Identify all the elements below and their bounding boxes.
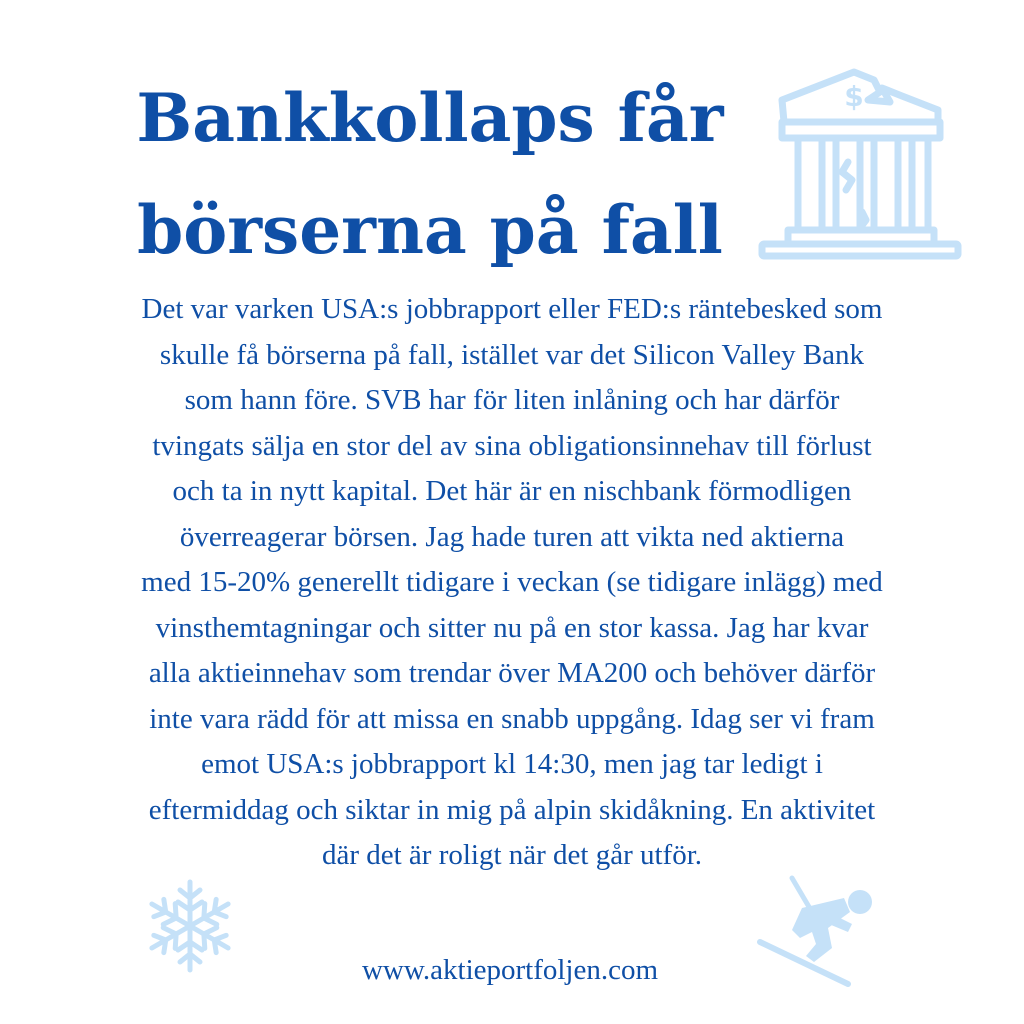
body-line: alla aktieinnehav som trendar över MA200 och behöver därför — [148, 657, 876, 689]
body-line: där det är roligt när det går utför. — [321, 839, 703, 871]
body-line: överreagerar börsen. Jag hade turen att vikta ned aktierna — [179, 520, 845, 553]
body-line: inte vara rädd för att missa en snabb uppgång. Idag ser vi fram — [149, 702, 875, 735]
body-line: med 15-20% generellt tidigare i veckan (se tidigare inlägg) med — [141, 566, 883, 598]
body-line: emot USA:s jobbrapport kl 14:30, men jag tar ledigt i — [201, 748, 823, 780]
body-line: vinsthemtagningar och sitter nu på en stor kassa. Jag har kvar — [155, 611, 869, 644]
body-line: och ta in nytt kapital. Det här är en nischbank förmodligen — [172, 475, 852, 507]
post-title-line-1: Bankkollaps får — [136, 79, 724, 157]
body-line: som hann före. SVB har för liten inlåning och har därför — [184, 384, 840, 416]
svg-text:$: $ — [844, 80, 864, 113]
post-title — [110, 62, 750, 286]
body-line: eftermiddag och siktar in mig på alpin skidåkning. En aktivitet — [148, 793, 876, 826]
body-line: tvingats sälja en stor del av sina obligationsinnehav till förlust — [152, 429, 872, 462]
body-line: skulle få börserna på fall, istället var det Silicon Valley Bank — [159, 338, 865, 371]
body-line: Det var varken USA:s jobbrapport eller FED:s räntebesked som — [141, 293, 883, 325]
snowflake-icon — [140, 876, 240, 976]
skier-icon — [752, 872, 882, 990]
website-url[interactable]: www.aktieportfoljen.com — [361, 954, 659, 986]
post-body — [30, 287, 994, 879]
post-title-line-2: börserna på fall — [137, 191, 723, 269]
bank-icon — [754, 62, 964, 262]
